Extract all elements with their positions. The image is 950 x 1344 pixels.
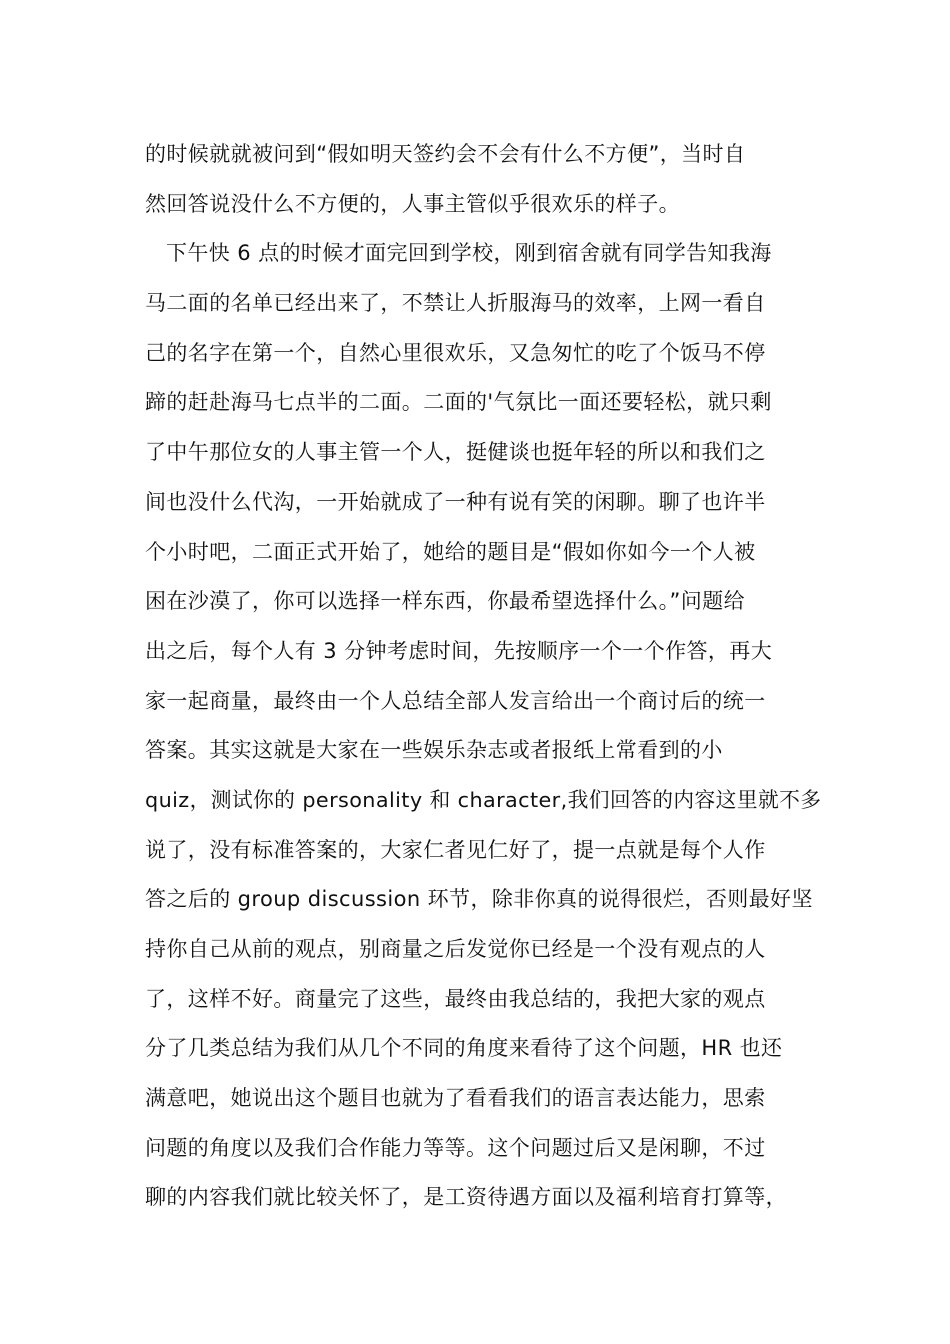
text-line: 然回答说没什么不方便的，人事主管似乎很欢乐的样子。 (145, 191, 680, 216)
text-line: 己的名字在第一个，自然心里很欢乐，又急匆忙的吃了个饭马不停 (145, 340, 766, 365)
text-line: 分了几类总结为我们从几个不同的角度来看待了这个问题，HR 也还 (145, 1036, 783, 1061)
text-line: 说了，没有标准答案的，大家仁者见仁好了，提一点就是每个人作 (145, 837, 766, 862)
text-line: 了中午那位女的人事主管一个人，挺健谈也挺年轻的所以和我们之 (145, 440, 766, 465)
text-line: 间也没什么代沟，一开始就成了一种有说有笑的闲聊。聊了也许半 (145, 489, 766, 514)
text-line: 个小时吧，二面正式开始了，她给的题目是“假如你如今一个人被 (145, 539, 756, 564)
text-line: 了，这样不好。商量完了这些，最终由我总结的，我把大家的观点 (145, 986, 766, 1011)
text-line: 马二面的名单已经出来了，不禁让人折服海马的效率，上网一看自 (145, 291, 766, 316)
text-line: 的时候就就被问到“假如明天签约会不会有什么不方便”，当时自 (145, 142, 746, 166)
text-line: quiz，测试你的 personality 和 character,我们回答的内容这里就不多 (145, 787, 822, 812)
text-line: 出之后，每个人有 3 分钟考虑时间，先按顺序一个一个作答，再大 (145, 638, 773, 663)
text-line: 聊的内容我们就比较关怀了，是工资待遇方面以及福利培育打算等， (145, 1185, 787, 1210)
text-line: 困在沙漠了，你可以选择一样东西，你最希望选择什么。”问题给 (145, 589, 745, 614)
text-line: 蹄的赶赴海马七点半的二面。二面的'气氛比一面还要轻松，就只剩 (145, 390, 772, 415)
text-line: 家一起商量，最终由一个人总结全部人发言给出一个商讨后的统一 (145, 688, 766, 713)
text-line: 持你自己从前的观点，别商量之后发觉你已经是一个没有观点的人 (145, 937, 766, 961)
body-text (145, 130, 825, 1223)
text-line: 答之后的 group discussion 环节，除非你真的说得很烂，否则最好坚 (145, 887, 813, 912)
text-line: 答案。其实这就是大家在一些娱乐杂志或者报纸上常看到的小 (145, 738, 723, 763)
text-line: 问题的角度以及我们合作能力等等。这个问题过后又是闲聊，不过 (145, 1135, 766, 1160)
text-line: 满意吧，她说出这个题目也就为了看看我们的语言表达能力，思索 (145, 1086, 766, 1111)
text-line: 下午快 6 点的时候才面完回到学校，刚到宿舍就有同学告知我海 (166, 241, 772, 266)
